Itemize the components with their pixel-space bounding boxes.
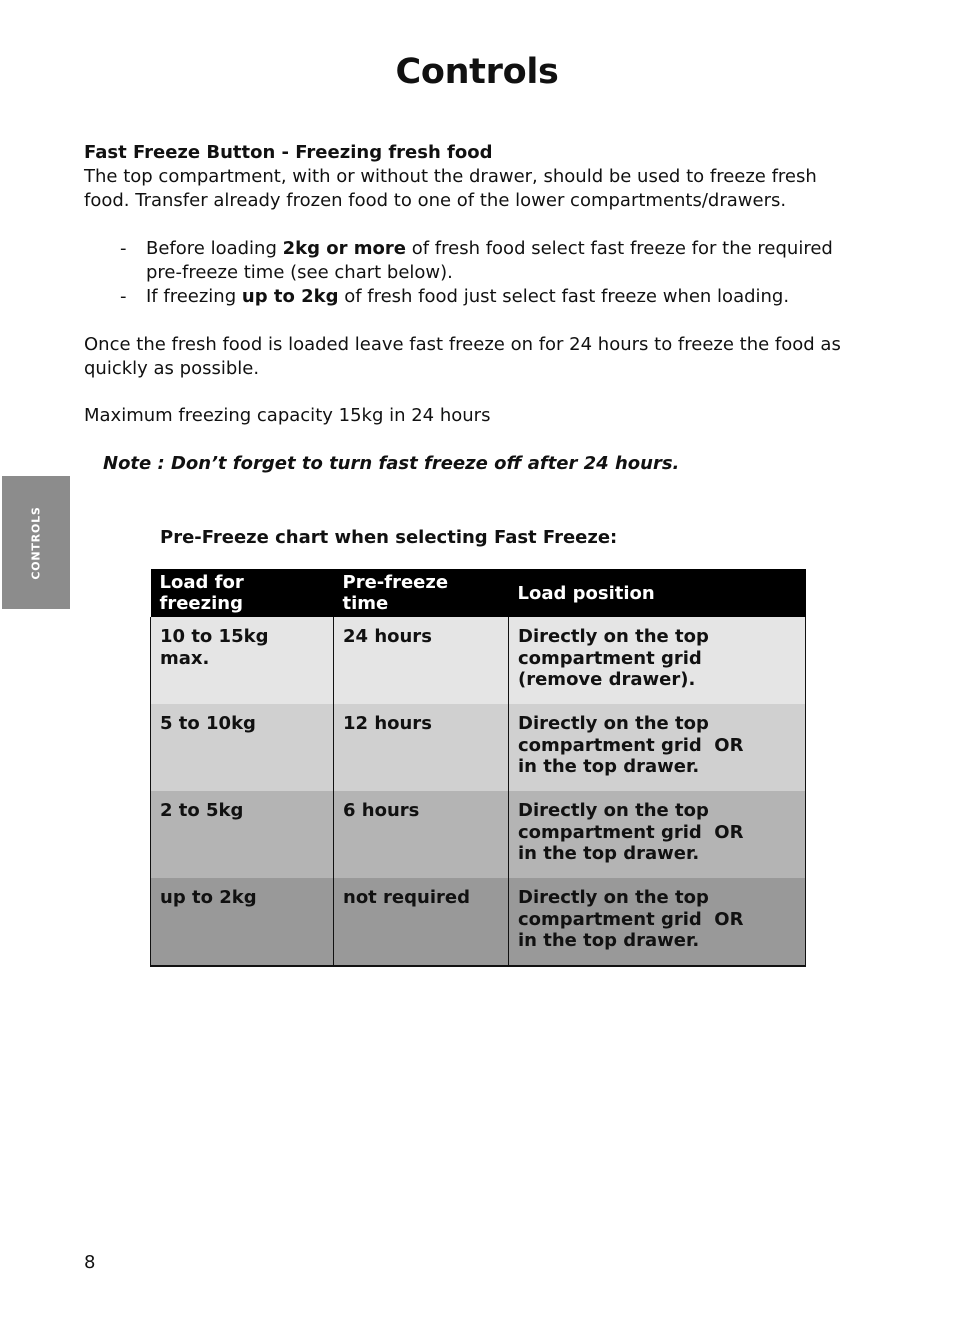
- cell-time: 24 hours: [334, 617, 509, 704]
- capacity-paragraph: Maximum freezing capacity 15kg in 24 hours: [84, 405, 491, 426]
- intro-section: [84, 141, 854, 213]
- cell-time: 6 hours: [334, 791, 509, 878]
- cell-time: not required: [334, 878, 509, 966]
- table-row: [151, 791, 806, 878]
- column-header-time: Pre-freeze time: [334, 569, 509, 617]
- section-heading: Fast Freeze Button - Freezing fresh food: [84, 142, 493, 163]
- table-header-row: [151, 569, 806, 617]
- bullet-dash: -: [120, 238, 127, 259]
- loading-paragraph: Once the fresh food is loaded leave fast freeze on for 24 hours to freeze the food as quickly as possible.: [84, 334, 841, 379]
- instruction-list: [120, 237, 850, 309]
- page-number: 8: [84, 1252, 96, 1273]
- list-item: - Before loading 2kg or more of fresh food select fast freeze for the required pre-freeze time (see chart below).: [120, 238, 833, 283]
- table-row: [151, 878, 806, 966]
- cell-position: Directly on the top compartment grid OR in the top drawer.: [509, 791, 806, 878]
- chart-caption: Pre-Freeze chart when selecting Fast Freeze:: [160, 527, 618, 548]
- bullet-dash: -: [120, 286, 127, 307]
- note-text: Note : Don’t forget to turn fast freeze off after 24 hours.: [103, 453, 680, 474]
- table-row: [151, 704, 806, 791]
- section-side-tab: [2, 476, 70, 609]
- side-tab-label: CONTROLS: [29, 505, 43, 580]
- cell-position: Directly on the top compartment grid (remove drawer).: [509, 617, 806, 704]
- cell-position: Directly on the top compartment grid OR in the top drawer.: [509, 878, 806, 966]
- column-header-load: Load for freezing: [151, 569, 334, 617]
- pre-freeze-table: [150, 569, 806, 967]
- intro-text: The top compartment, with or without the drawer, should be used to freeze fresh food. Transfer already frozen food to one of the lower compartments/drawers.: [84, 166, 817, 211]
- list-item: - If freezing up to 2kg of fresh food just select fast freeze when loading.: [120, 286, 790, 307]
- cell-load: 5 to 10kg: [151, 704, 334, 791]
- column-header-position: Load position: [509, 569, 806, 617]
- cell-load: up to 2kg: [151, 878, 334, 966]
- cell-time: 12 hours: [334, 704, 509, 791]
- page-title: Controls: [395, 52, 559, 92]
- table-row: [151, 617, 806, 704]
- cell-load: 2 to 5kg: [151, 791, 334, 878]
- cell-load: 10 to 15kg max.: [151, 617, 334, 704]
- cell-position: Directly on the top compartment grid OR in the top drawer.: [509, 704, 806, 791]
